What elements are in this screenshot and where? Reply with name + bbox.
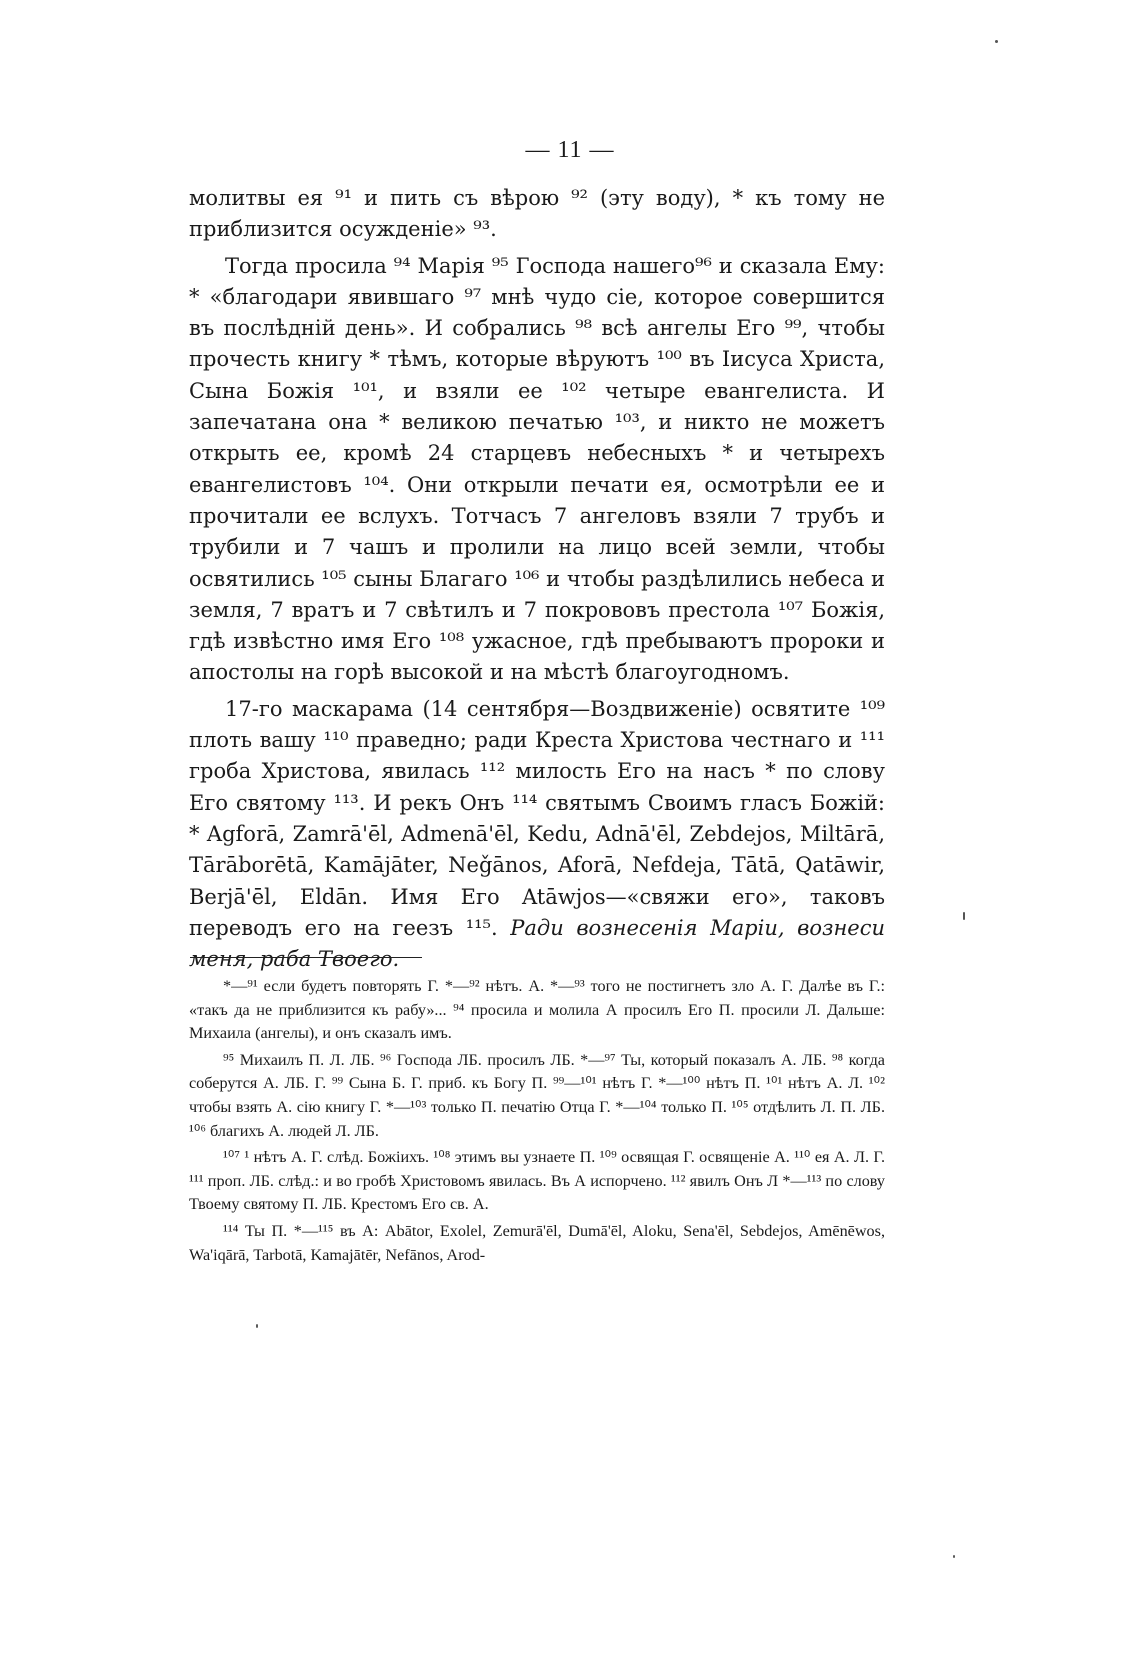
footnote-separator-rule (190, 957, 422, 958)
paragraph-text: 17-го маскарама (14 сентября—Воздвиженіе) освятите ¹⁰⁹ плоть вашу ¹¹⁰ праведно; ради Креста Христова честнаго и ¹¹¹ гроба Христова, явилась ¹¹² милость Его на насъ * по слову Его святому ¹¹³. И рекъ Онъ ¹¹⁴ святымъ Своимъ гласъ Божій: * Agforā, Zamrā'ēl, Admenā'ēl, Kedu, Adnā'ēl, Zebdejos, Miltārā, Tārāborētā, Kamājāter, Neǧānos, Aforā, Nefdeja, Tātā, Qatāwir, Berjā'ēl, Eldān. Имя Его Atāwjos—«свяжи его», таковъ переводъ его на геезъ ¹¹⁵. (189, 696, 885, 940)
main-text (189, 183, 885, 975)
scan-speck (963, 912, 965, 920)
paragraph (189, 694, 885, 976)
paragraph: Тогда просила ⁹⁴ Марія ⁹⁵ Господа нашего⁹⁶ и сказала Ему: * «благодари явившаго ⁹⁷ мнѣ чудо сіе, которое совершится въ послѣдній день». И собрались ⁹⁸ всѣ ангелы Его ⁹⁹, чтобы прочесть книгу * тѣмъ, которые вѣруютъ ¹⁰⁰ въ Іисуса Христа, Сына Божія ¹⁰¹, и взяли ее ¹⁰² четыре евангелиста. И запечатана она * великою печатью ¹⁰³, и никто не можетъ открыть ее, кромѣ 24 старцевъ небесныхъ * и четырехъ евангелистовъ ¹⁰⁴. Они открыли печати ея, осмотрѣли ее и прочитали ее вслухъ. Тотчасъ 7 ангеловъ взяли 7 трубъ и трубили и 7 чашъ и пролили на лицо всей земли, чтобы освятились ¹⁰⁵ сыны Благаго ¹⁰⁶ и чтобы раздѣлились небеса и земля, 7 вратъ и 7 свѣтилъ и 7 покрововъ престола ¹⁰⁷ Божія, гдѣ извѣстно имя Его ¹⁰⁸ ужасное, гдѣ пребываютъ пророки и апостолы на горѣ высокой и на мѣстѣ благоугодномъ. (189, 253, 886, 685)
scan-speck (995, 40, 998, 43)
footnote-block: ⁹⁵ Михаилъ П. Л. ЛБ. ⁹⁶ Господа ЛБ. просилъ ЛБ. *—⁹⁷ Ты, который показалъ А. ЛБ. ⁹⁸ когда соберутся А. ЛБ. Г. ⁹⁹ Сына Б. Г. приб. къ Богу П. ⁹⁹—¹⁰¹ нѣтъ Г. *—¹⁰⁰ нѣтъ П. ¹⁰¹ нѣтъ А. Л. ¹⁰² чтобы взять А. сію книгу Г. *—¹⁰³ только П. печатію Отца Г. *—¹⁰⁴ только П. ¹⁰⁵ отдѣлить Л. П. ЛБ. ¹⁰⁶ благихъ А. людей Л. ЛБ. (189, 1050, 885, 1140)
closing-italic-sentence: Ради вознесенія Маріи, вознеси меня, раба Твоего. (189, 915, 885, 972)
scan-speck (256, 1324, 258, 1328)
footnote-block: ¹⁰⁷ ¹ нѣтъ А. Г. слѣд. Божіихъ. ¹⁰⁸ этимъ вы узнаете П. ¹⁰⁹ освящая Г. освященіе А. ¹¹⁰ ея А. Л. Г. ¹¹¹ проп. ЛБ. слѣд.: и во гробѣ Христовомъ явилась. Въ А испорчено. ¹¹² явилъ Онъ Л *—¹¹³ по слову Твоему святому П. ЛБ. Крестомъ Его св. А. (189, 1148, 885, 1214)
footnotes (189, 975, 885, 1270)
paragraph: молитвы ея ⁹¹ и пить съ вѣрою ⁹² (эту воду), * къ тому не приблизится осужденіе» ⁹³. (189, 186, 885, 242)
page-number: — 11 — (525, 137, 615, 163)
scan-speck (953, 1555, 955, 1558)
footnote-block: ¹¹⁴ Ты П. *—¹¹⁵ въ А: Abātor, Exolel, Zemurā'ēl, Dumā'ēl, Aloku, Sena'ēl, Sebdejos, Amēnēwos, Wa'iqārā, Tarbotā, Kamajātēr, Nefānos, Arod- (189, 1221, 885, 1264)
footnote-block: *—⁹¹ если будетъ повторять Г. *—⁹² нѣтъ. А. *—⁹³ того не постигнетъ зло А. Г. Далѣе въ Г.: «такъ да не приблизится къ рабу»... ⁹⁴ просила и молила А просилъ Его П. просили Л. Дальше: Михаила (ангелы), и онъ сказалъ имъ. (189, 977, 885, 1043)
